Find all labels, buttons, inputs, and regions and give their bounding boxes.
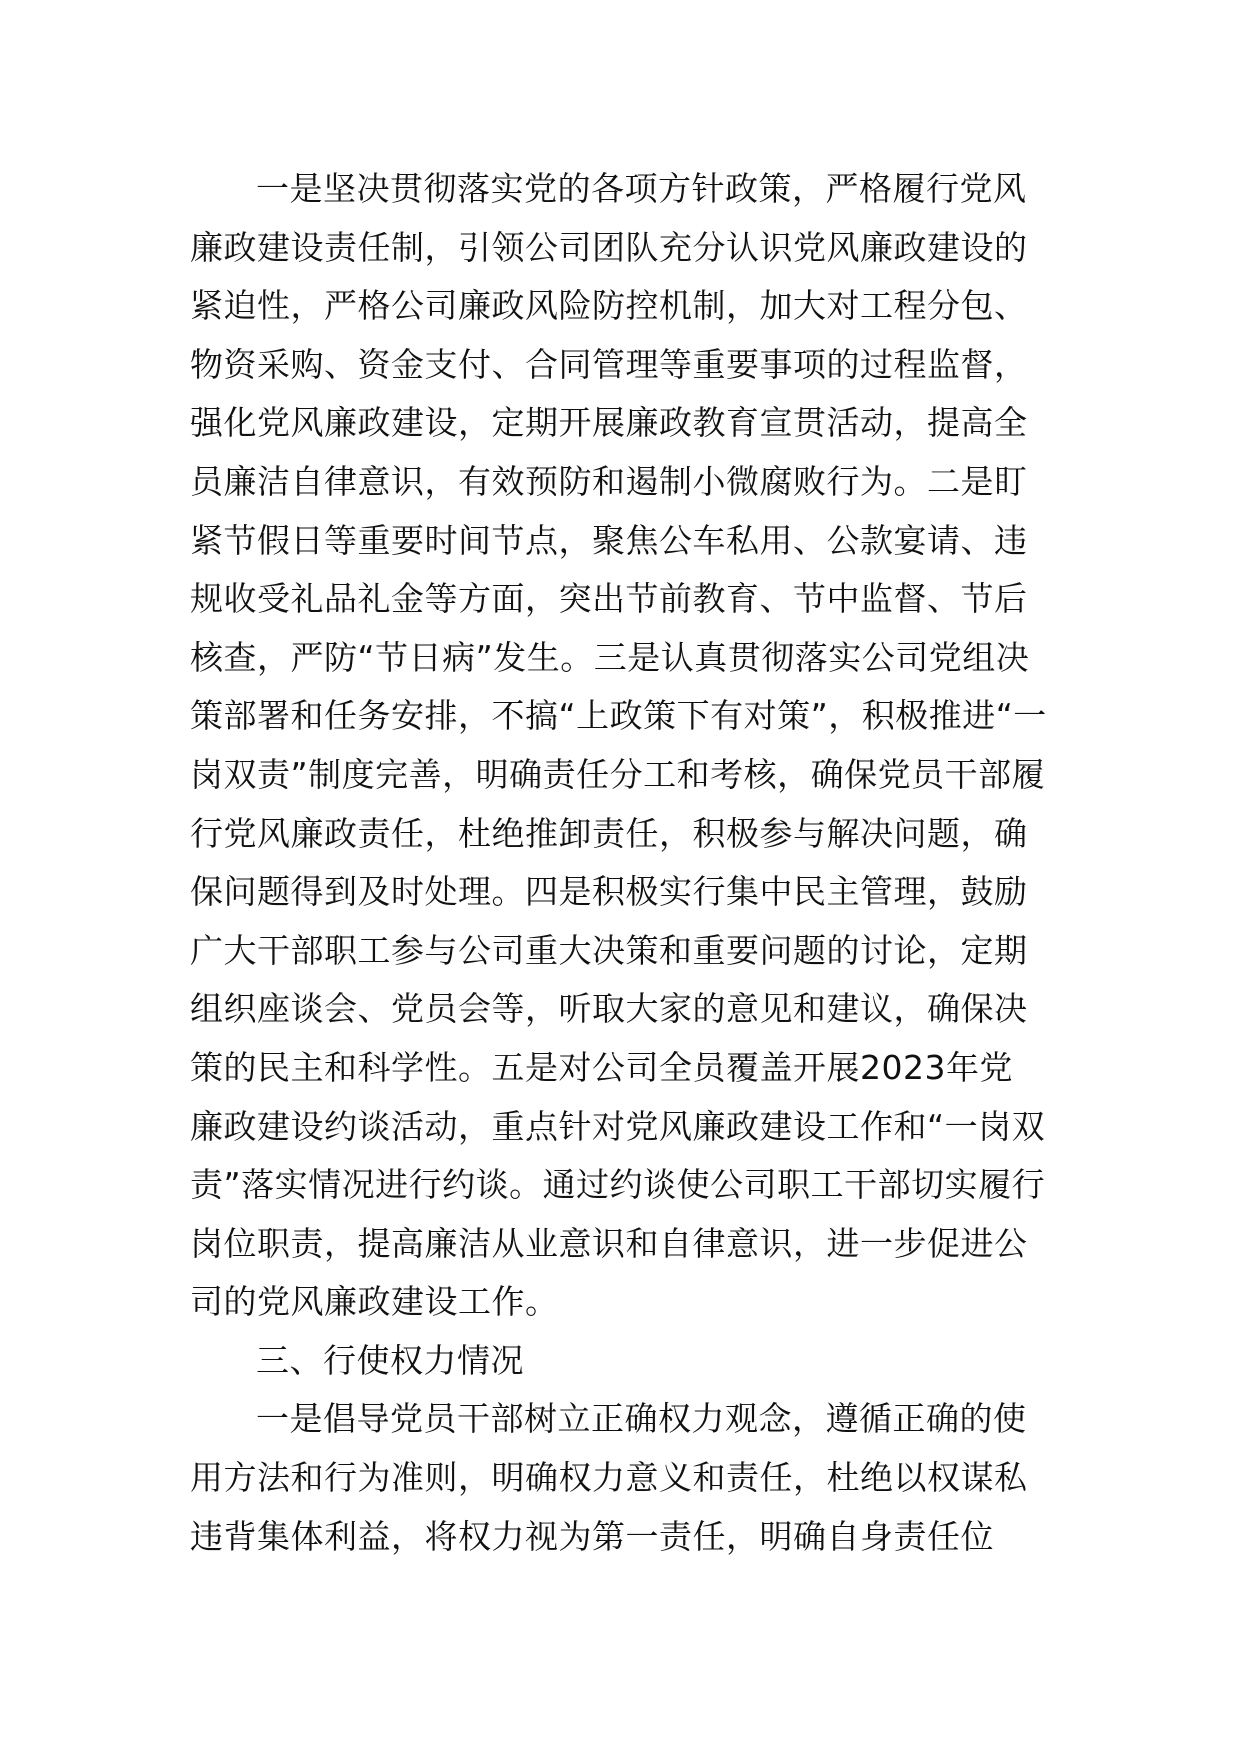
paragraph-1-line-10: 策部署和任务安排，不搞“上政策下有对策”，积极推进“一	[190, 696, 1047, 736]
paragraph-1-line-9: 核查，严防“节日病”发生。三是认真贯彻落实公司党组决	[190, 637, 1030, 677]
paragraph-2-line-1: 一是倡导党员干部树立正确权力观念，遵循正确的使	[256, 1399, 1027, 1439]
paragraph-1-line-1: 一是坚决贯彻落实党的各项方针政策，严格履行党风	[256, 169, 1027, 208]
paragraph-1-line-13: 保问题得到及时处理。四是积极实行集中民主管理，鼓励	[190, 872, 1028, 912]
paragraph-1-line-7: 紧节假日等重要时间节点，聚焦公车私用、公款宴请、违	[190, 520, 1028, 560]
paragraph-1-line-11: 岗双责”制度完善，明确责任分工和考核，确保党员干部履	[190, 754, 1046, 794]
paragraph-1-line-12: 行党风廉政责任，杜绝推卸责任，积极参与解决问题，确	[190, 813, 1028, 853]
paragraph-1-line-17: 廉政建设约谈活动，重点针对党风廉政建设工作和“一岗双	[190, 1106, 1046, 1146]
document-body	[190, 160, 1060, 1566]
paragraph-1-line-20: 司的党风廉政建设工作。	[190, 1282, 559, 1322]
section-heading: 三、行使权力情况	[256, 1340, 524, 1380]
paragraph-1-line-14: 广大干部职工参与公司重大决策和重要问题的讨论，定期	[190, 930, 1028, 970]
paragraph-1-line-3: 紧迫性，严格公司廉政风险防控机制，加大对工程分包、	[190, 286, 1028, 326]
paragraph-1-line-15: 组织座谈会、党员会等，听取大家的意见和建议，确保决	[190, 989, 1028, 1029]
paragraph-1-line-2: 廉政建设责任制，引领公司团队充分认识党风廉政建设的	[190, 227, 1028, 267]
paragraph-1-line-4: 物资采购、资金支付、合同管理等重要事项的过程监督，	[190, 344, 1028, 384]
paragraph-1-line-8: 规收受礼品礼金等方面，突出节前教育、节中监督、节后	[190, 579, 1028, 619]
paragraph-1-line-18: 责”落实情况进行约谈。通过约谈使公司职工干部切实履行	[190, 1165, 1046, 1205]
paragraph-2-line-3: 违背集体利益，将权力视为第一责任，明确自身责任位	[190, 1516, 994, 1556]
paragraph-1-line-5: 强化党风廉政建设，定期开展廉政教育宣贯活动，提高全	[190, 403, 1028, 443]
paragraph-1-line-16: 策的民主和科学性。五是对公司全员覆盖开展2023年党	[190, 1047, 1013, 1087]
paragraph-1-line-19: 岗位职责，提高廉洁从业意识和自律意识，进一步促进公	[190, 1223, 1028, 1263]
paragraph-2-line-2: 用方法和行为准则，明确权力意义和责任，杜绝以权谋私	[190, 1458, 1028, 1498]
paragraph-1-line-6: 员廉洁自律意识，有效预防和遏制小微腐败行为。二是盯	[190, 461, 1028, 501]
